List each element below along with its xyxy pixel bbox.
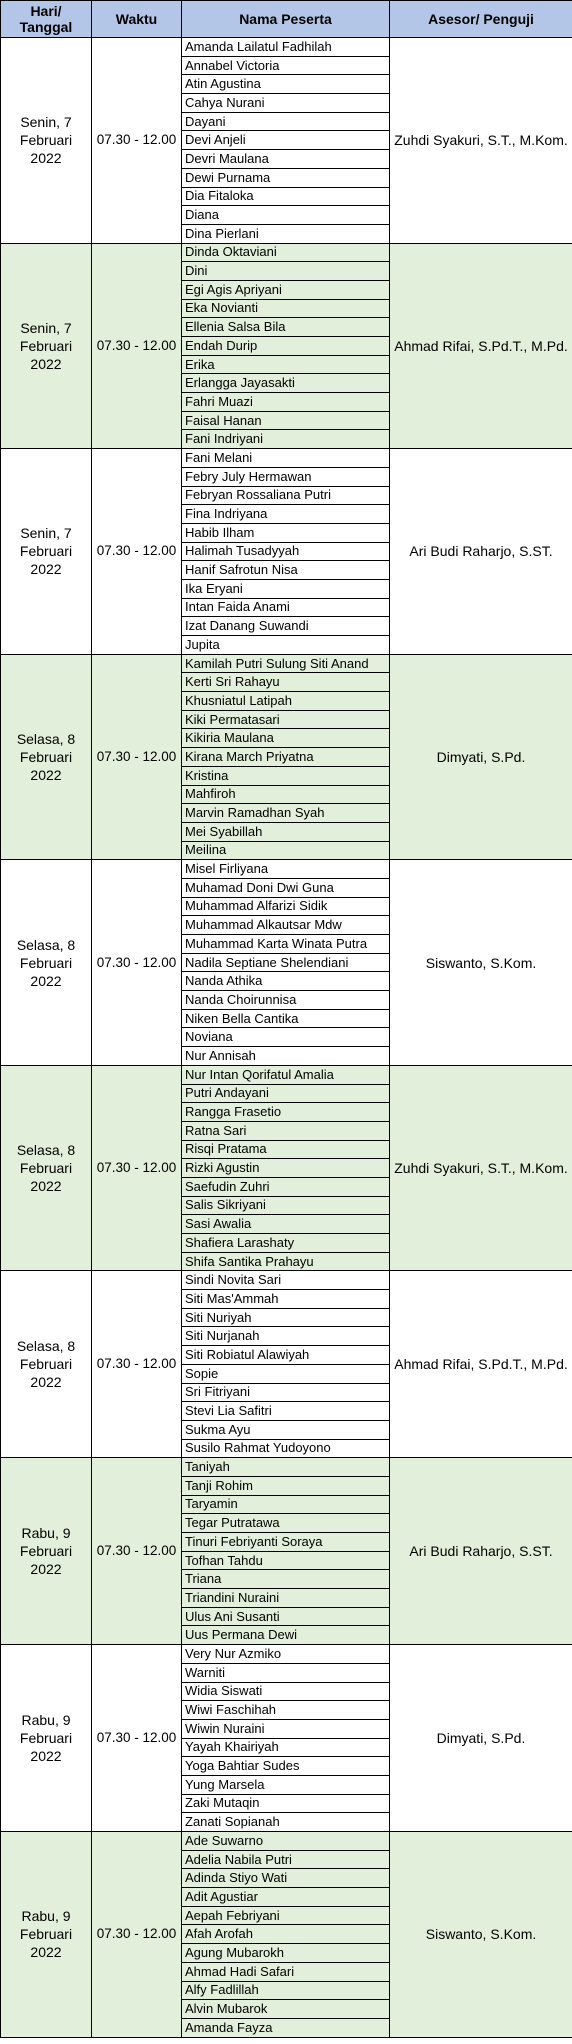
participant-name: Ellenia Salsa Bila xyxy=(182,318,390,337)
participant-name: Very Nur Azmiko xyxy=(182,1645,390,1664)
participant-name: Dini xyxy=(182,262,390,281)
participant-name: Khusniatul Latipah xyxy=(182,692,390,711)
table-header xyxy=(1,1,572,38)
participant-name: Ulus Ani Susanti xyxy=(182,1607,390,1626)
session-time: 07.30 - 12.00 xyxy=(92,1832,182,2038)
participant-name: Siti Nurjanah xyxy=(182,1327,390,1346)
participant-name: Tinuri Febriyanti Soraya xyxy=(182,1533,390,1552)
header-day: Hari/ Tanggal xyxy=(1,1,92,38)
table-row xyxy=(1,1065,572,1084)
participant-name: Nur Annisah xyxy=(182,1047,390,1066)
participant-name: Amanda Lailatul Fadhilah xyxy=(182,38,390,57)
participant-name: Amanda Fayza xyxy=(182,2018,390,2037)
participant-name: Muhamad Doni Dwi Guna xyxy=(182,878,390,897)
participant-name: Zanati Sopianah xyxy=(182,1813,390,1832)
participant-name: Kristina xyxy=(182,766,390,785)
participant-name: Tanji Rohim xyxy=(182,1476,390,1495)
participant-name: Kikiria Maulana xyxy=(182,729,390,748)
session-time: 07.30 - 12.00 xyxy=(92,38,182,244)
table-row xyxy=(1,654,572,673)
session-day: Senin, 7 Februari 2022 xyxy=(1,449,92,655)
participant-name: Sasi Awalia xyxy=(182,1215,390,1234)
participant-name: Eka Novianti xyxy=(182,299,390,318)
participant-name: Rangga Frasetio xyxy=(182,1103,390,1122)
participant-name: Putri Andayani xyxy=(182,1084,390,1103)
participant-name: Sindi Novita Sari xyxy=(182,1271,390,1290)
participant-name: Sri Fitriyani xyxy=(182,1383,390,1402)
participant-name: Agung Mubarokh xyxy=(182,1944,390,1963)
participant-name: Febryan Rossaliana Putri xyxy=(182,486,390,505)
participant-name: Devri Maulana xyxy=(182,150,390,169)
participant-name: Wiwi Faschihah xyxy=(182,1701,390,1720)
session-group xyxy=(1,1832,572,2038)
participant-name: Mahfiroh xyxy=(182,785,390,804)
session-group xyxy=(1,243,572,449)
participant-name: Mei Syabillah xyxy=(182,822,390,841)
participant-name: Ratna Sari xyxy=(182,1121,390,1140)
table-row xyxy=(1,1832,572,1851)
participant-name: Dewi Purnama xyxy=(182,168,390,187)
participant-name: Dia Fitaloka xyxy=(182,187,390,206)
participant-name: Widia Siswati xyxy=(182,1682,390,1701)
participant-name: Salis Sikriyani xyxy=(182,1196,390,1215)
participant-name: Sukma Ayu xyxy=(182,1420,390,1439)
session-time: 07.30 - 12.00 xyxy=(92,1645,182,1832)
session-day: Rabu, 9 Februari 2022 xyxy=(1,1832,92,2038)
participant-name: Wiwin Nuraini xyxy=(182,1719,390,1738)
session-assessor: Dimyati, S.Pd. xyxy=(390,654,572,860)
session-assessor: Zuhdi Syakuri, S.T., M.Kom. xyxy=(390,38,572,244)
participant-name: Marvin Ramadhan Syah xyxy=(182,804,390,823)
session-day: Selasa, 8 Februari 2022 xyxy=(1,860,92,1066)
participant-name: Ika Eryani xyxy=(182,579,390,598)
participant-name: Dinda Oktaviani xyxy=(182,243,390,262)
participant-name: Stevi Lia Safitri xyxy=(182,1402,390,1421)
participant-name: Kiki Permatasari xyxy=(182,710,390,729)
participant-name: Izat Danang Suwandi xyxy=(182,617,390,636)
participant-name: Siti Robiatul Alawiyah xyxy=(182,1346,390,1365)
participant-name: Kirana March Priyatna xyxy=(182,748,390,767)
session-group xyxy=(1,860,572,1066)
participant-name: Alfy Fadlillah xyxy=(182,1981,390,2000)
header-name: Nama Peserta xyxy=(182,1,390,38)
participant-name: Yoga Bahtiar Sudes xyxy=(182,1757,390,1776)
participant-name: Niken Bella Cantika xyxy=(182,1009,390,1028)
participant-name: Jupita xyxy=(182,636,390,655)
session-group xyxy=(1,1645,572,1832)
participant-name: Adinda Stiyo Wati xyxy=(182,1869,390,1888)
participant-name: Fani Indriyani xyxy=(182,430,390,449)
participant-name: Sopie xyxy=(182,1364,390,1383)
session-time: 07.30 - 12.00 xyxy=(92,449,182,655)
session-day: Senin, 7 Februari 2022 xyxy=(1,38,92,244)
participant-name: Taryamin xyxy=(182,1495,390,1514)
participant-name: Atin Agustina xyxy=(182,75,390,94)
participant-name: Taniyah xyxy=(182,1458,390,1477)
session-assessor: Dimyati, S.Pd. xyxy=(390,1645,572,1832)
participant-name: Siti Nuriyah xyxy=(182,1308,390,1327)
participant-name: Saefudin Zuhri xyxy=(182,1177,390,1196)
table-row xyxy=(1,1271,572,1290)
participant-name: Yayah Khairiyah xyxy=(182,1738,390,1757)
participant-name: Ade Suwarno xyxy=(182,1832,390,1851)
participant-name: Yung Marsela xyxy=(182,1775,390,1794)
participant-name: Nadila Septiane Shelendiani xyxy=(182,953,390,972)
header-assessor: Asesor/ Penguji xyxy=(390,1,572,38)
table-row xyxy=(1,1645,572,1664)
session-group xyxy=(1,1458,572,1645)
participant-name: Febry July Hermawan xyxy=(182,467,390,486)
participant-name: Erlangga Jayasakti xyxy=(182,374,390,393)
participant-name: Shifa Santika Prahayu xyxy=(182,1252,390,1271)
participant-name: Rizki Agustin xyxy=(182,1159,390,1178)
session-group xyxy=(1,449,572,655)
participant-name: Fina Indriyana xyxy=(182,505,390,524)
header-time: Waktu xyxy=(92,1,182,38)
session-day: Rabu, 9 Februari 2022 xyxy=(1,1645,92,1832)
session-assessor: Ahmad Rifai, S.Pd.T., M.Pd. xyxy=(390,243,572,449)
participant-name: Annabel Victoria xyxy=(182,56,390,75)
session-day: Selasa, 8 Februari 2022 xyxy=(1,1065,92,1271)
table-row xyxy=(1,449,572,468)
participant-name: Nanda Choirunnisa xyxy=(182,991,390,1010)
participant-name: Fahri Muazi xyxy=(182,393,390,412)
participant-name: Faisal Hanan xyxy=(182,411,390,430)
participant-name: Intan Faida Anami xyxy=(182,598,390,617)
participant-name: Nur Intan Qorifatul Amalia xyxy=(182,1065,390,1084)
session-group xyxy=(1,654,572,860)
session-day: Selasa, 8 Februari 2022 xyxy=(1,654,92,860)
session-assessor: Ahmad Rifai, S.Pd.T., M.Pd. xyxy=(390,1271,572,1458)
participant-name: Misel Firliyana xyxy=(182,860,390,879)
session-day: Senin, 7 Februari 2022 xyxy=(1,243,92,449)
session-time: 07.30 - 12.00 xyxy=(92,243,182,449)
participant-name: Nanda Athika xyxy=(182,972,390,991)
table-row xyxy=(1,860,572,879)
table-row xyxy=(1,1458,572,1477)
session-time: 07.30 - 12.00 xyxy=(92,1065,182,1271)
participant-name: Triandini Nuraini xyxy=(182,1589,390,1608)
session-assessor: Siswanto, S.Kom. xyxy=(390,1832,572,2038)
participant-name: Devi Anjeli xyxy=(182,131,390,150)
participant-name: Shafiera Larashaty xyxy=(182,1234,390,1253)
session-assessor: Ari Budi Raharjo, S.ST. xyxy=(390,449,572,655)
participant-name: Warniti xyxy=(182,1663,390,1682)
participant-name: Kamilah Putri Sulung Siti Anand xyxy=(182,654,390,673)
participant-name: Noviana xyxy=(182,1028,390,1047)
session-assessor: Siswanto, S.Kom. xyxy=(390,860,572,1066)
participant-name: Dina Pierlani xyxy=(182,224,390,243)
session-group xyxy=(1,1271,572,1458)
session-day: Rabu, 9 Februari 2022 xyxy=(1,1458,92,1645)
participant-name: Ahmad Hadi Safari xyxy=(182,1962,390,1981)
session-day: Selasa, 8 Februari 2022 xyxy=(1,1271,92,1458)
table-row xyxy=(1,243,572,262)
participant-name: Zaki Mutaqin xyxy=(182,1794,390,1813)
participant-name: Kerti Sri Rahayu xyxy=(182,673,390,692)
session-time: 07.30 - 12.00 xyxy=(92,860,182,1066)
participant-name: Muhammad Alfarizi Sidik xyxy=(182,897,390,916)
participant-name: Triana xyxy=(182,1570,390,1589)
header-row xyxy=(1,1,572,38)
participant-name: Erika xyxy=(182,355,390,374)
participant-name: Halimah Tusadyyah xyxy=(182,542,390,561)
session-assessor: Zuhdi Syakuri, S.T., M.Kom. xyxy=(390,1065,572,1271)
participant-name: Aepah Febriyani xyxy=(182,1906,390,1925)
participant-name: Muhammad Karta Winata Putra xyxy=(182,935,390,954)
table-row xyxy=(1,38,572,57)
participant-name: Uus Permana Dewi xyxy=(182,1626,390,1645)
participant-name: Adelia Nabila Putri xyxy=(182,1850,390,1869)
session-group xyxy=(1,38,572,244)
session-time: 07.30 - 12.00 xyxy=(92,654,182,860)
participant-name: Hanif Safrotun Nisa xyxy=(182,561,390,580)
participant-name: Diana xyxy=(182,206,390,225)
participant-name: Meilina xyxy=(182,841,390,860)
participant-name: Susilo Rahmat Yudoyono xyxy=(182,1439,390,1458)
participant-name: Dayani xyxy=(182,112,390,131)
participant-name: Fani Melani xyxy=(182,449,390,468)
session-assessor: Ari Budi Raharjo, S.ST. xyxy=(390,1458,572,1645)
session-group xyxy=(1,1065,572,1271)
participant-name: Cahya Nurani xyxy=(182,94,390,113)
session-time: 07.30 - 12.00 xyxy=(92,1271,182,1458)
participant-name: Siti Mas'Ammah xyxy=(182,1290,390,1309)
participant-name: Egi Agis Apriyani xyxy=(182,280,390,299)
participant-name: Alvin Mubarok xyxy=(182,2000,390,2019)
participant-name: Tofhan Tahdu xyxy=(182,1551,390,1570)
participant-name: Muhammad Alkautsar Mdw xyxy=(182,916,390,935)
participant-name: Habib Ilham xyxy=(182,523,390,542)
participant-name: Risqi Pratama xyxy=(182,1140,390,1159)
participant-name: Endah Durip xyxy=(182,337,390,356)
participant-name: Adit Agustiar xyxy=(182,1888,390,1907)
participant-name: Tegar Putratawa xyxy=(182,1514,390,1533)
session-time: 07.30 - 12.00 xyxy=(92,1458,182,1645)
participant-name: Afah Arofah xyxy=(182,1925,390,1944)
